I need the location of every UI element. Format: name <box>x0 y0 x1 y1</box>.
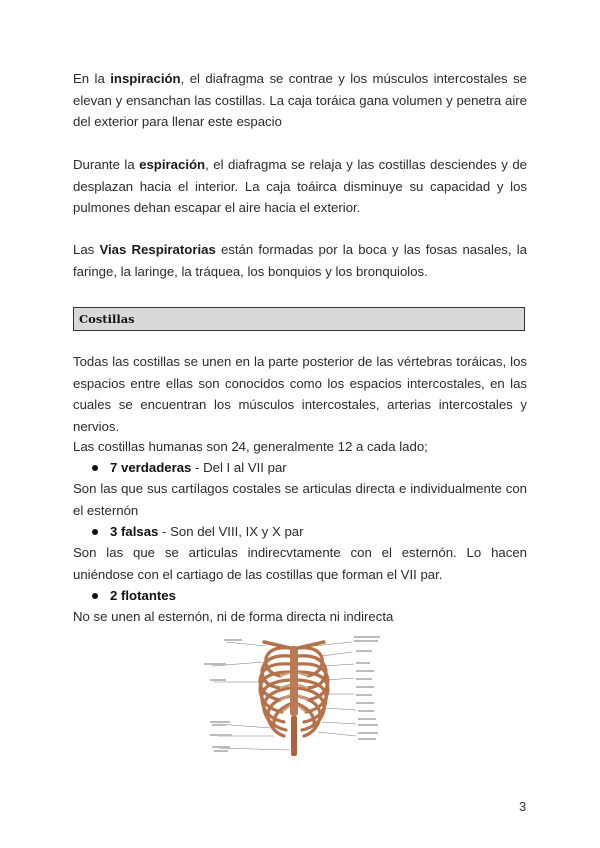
paragraph-vias-respiratorias <box>73 239 527 282</box>
bullet-icon <box>92 465 98 471</box>
section-heading-box <box>73 307 525 331</box>
text: , el diafragma se relaja y las costillas desciendes y de desplazan hacia el interior. La caja toáirca disminuye su capacidad y los pulmones dehan escapar el aire hacia el exterior. <box>73 157 527 215</box>
bullet-icon <box>92 593 98 599</box>
bold-term: Vias Respiratorias <box>99 242 216 257</box>
bullet-term: 2 flotantes <box>110 588 176 603</box>
bullet-term: 3 falsas <box>110 524 159 539</box>
bullet-item <box>92 585 176 607</box>
bold-term: espiración <box>139 157 206 172</box>
bullet-term: 7 verdaderas <box>110 460 192 475</box>
text: Durante la <box>73 157 140 172</box>
page-number: 3 <box>519 799 527 814</box>
bullet-description: No se unen al esternón, ni de forma directa ni indirecta <box>73 609 394 624</box>
paragraph-espiracion <box>73 154 527 219</box>
text: En la <box>73 71 111 86</box>
rib-cage-figure <box>204 632 384 762</box>
sternum <box>290 646 298 716</box>
text: , el diafragma se contrae y los músculos intercostales se elevan y ensanchan las costillas. La caja toráica gana volumen y penetra aire del exterior para llenar este espacio <box>73 71 527 129</box>
paragraph-count: Las costillas humanas son 24, generalmente 12 a cada lado; <box>73 439 428 454</box>
bullet-text: - Del I al VII par <box>191 460 287 475</box>
text: Las <box>73 242 100 257</box>
paragraph-inspiracion <box>73 68 527 133</box>
bullet-item <box>92 457 287 479</box>
paragraph-costillas-intro: Todas las costillas se unen en la parte posterior de las vértebras toráicas, los espacios entre ellas son conocidos como los espacios intercostales, en las cuales se encuentran los músculos intercostales, arterias intercostales y nervios. <box>73 354 527 434</box>
bullet-description: Son las que se articulas indirecvtamente con el esternón. Lo hacen uniéndose con el cartiago de las costillas que forman el VII par. <box>73 545 527 582</box>
label-placeholders-right <box>354 636 380 740</box>
bullet-icon <box>92 529 98 535</box>
bold-term: inspiración <box>110 71 181 86</box>
text: están formadas por la boca y las fosas nasales, la faringe, la laringe, la tráquea, los bonquios y los bronquiolos. <box>73 242 527 279</box>
bullet-text: - Son del VIII, IX y X par <box>158 524 304 539</box>
section-heading: Costillas <box>79 312 135 326</box>
bullet-item <box>92 521 304 543</box>
spine <box>291 716 297 756</box>
label-placeholders-left <box>204 639 242 752</box>
bullet-description: Son las que sus cartílagos costales se articulas directa e individualmente con el esternón <box>73 481 527 518</box>
